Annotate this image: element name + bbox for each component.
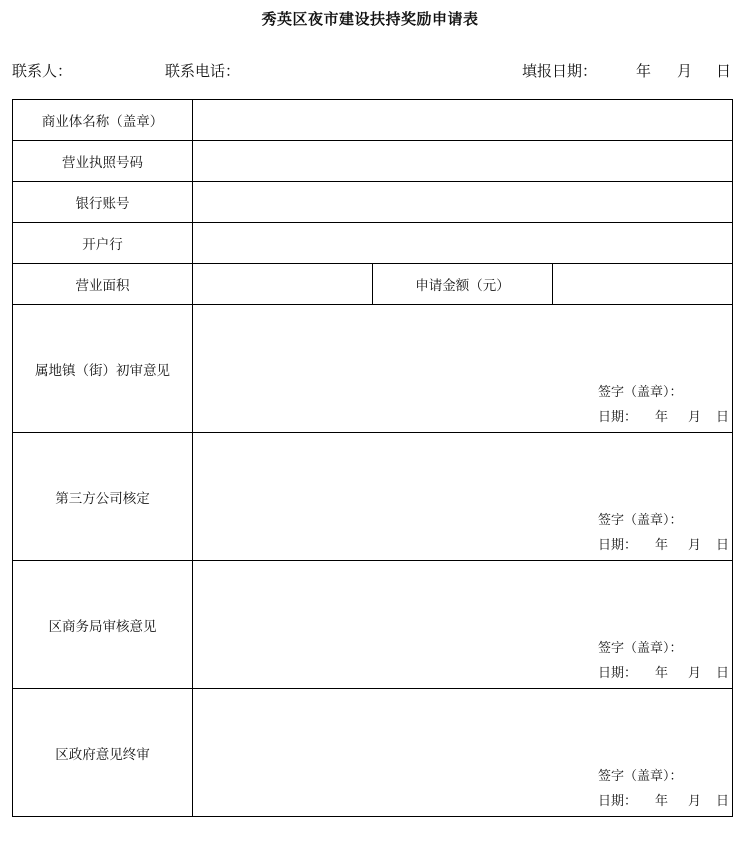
license-no-field[interactable] xyxy=(193,141,733,182)
sign-date-line xyxy=(598,406,728,424)
area-field[interactable] xyxy=(193,264,373,305)
government-final-review-label: 区政府意见终审 xyxy=(13,689,193,817)
sign-label: 签字（盖章）： xyxy=(598,513,683,528)
bank-account-field[interactable] xyxy=(193,182,733,223)
contact-label: 联系人： xyxy=(12,62,73,80)
row-area-amount xyxy=(13,264,733,305)
fill-date-label: 填报日期： xyxy=(522,62,598,80)
sign-date-year: 年 xyxy=(655,410,669,425)
fill-date-month: 月 xyxy=(677,62,693,80)
form-title: 秀英区夜市建设扶持奖励申请表 xyxy=(261,10,479,28)
row-business-name xyxy=(13,100,733,141)
sign-date-year: 年 xyxy=(655,794,669,809)
sign-date-line xyxy=(598,662,728,680)
sign-date-label: 日期： xyxy=(598,794,638,809)
row-government-final-review xyxy=(13,689,733,817)
sign-label: 签字（盖章）： xyxy=(598,769,683,784)
sign-date-day: 日 xyxy=(716,666,730,681)
sign-date-day: 日 xyxy=(716,794,730,809)
row-town-review xyxy=(13,305,733,433)
amount-field[interactable] xyxy=(553,264,733,305)
sign-date-label: 日期： xyxy=(598,666,638,681)
town-review-field[interactable] xyxy=(193,305,733,433)
third-party-check-label: 第三方公司核定 xyxy=(13,433,193,561)
commerce-bureau-review-field[interactable] xyxy=(193,561,733,689)
license-no-label: 营业执照号码 xyxy=(13,141,193,182)
sign-date-line xyxy=(598,534,728,552)
government-final-review-field[interactable] xyxy=(193,689,733,817)
sign-date-month: 月 xyxy=(688,794,702,809)
sign-date-day: 日 xyxy=(716,538,730,553)
row-bank xyxy=(13,223,733,264)
fill-date-day: 日 xyxy=(716,62,732,80)
commerce-bureau-review-label: 区商务局审核意见 xyxy=(13,561,193,689)
bank-label: 开户行 xyxy=(13,223,193,264)
row-bank-account xyxy=(13,182,733,223)
phone-label: 联系电话： xyxy=(165,62,241,80)
area-label: 营业面积 xyxy=(13,264,193,305)
row-third-party-check xyxy=(13,433,733,561)
business-name-label: 商业体名称（盖章） xyxy=(13,100,193,141)
fill-date-year: 年 xyxy=(636,62,652,80)
row-license-no xyxy=(13,141,733,182)
application-form-table xyxy=(12,99,733,817)
sign-date-year: 年 xyxy=(655,666,669,681)
row-commerce-bureau-review xyxy=(13,561,733,689)
sign-date-label: 日期： xyxy=(598,538,638,553)
sign-label: 签字（盖章）： xyxy=(598,385,683,400)
sign-date-month: 月 xyxy=(688,666,702,681)
sign-label: 签字（盖章）： xyxy=(598,641,683,656)
third-party-check-field[interactable] xyxy=(193,433,733,561)
sign-date-line xyxy=(598,790,728,808)
sign-date-day: 日 xyxy=(716,410,730,425)
sign-date-year: 年 xyxy=(655,538,669,553)
bank-account-label: 银行账号 xyxy=(13,182,193,223)
sign-date-month: 月 xyxy=(688,410,702,425)
bank-field[interactable] xyxy=(193,223,733,264)
sign-date-label: 日期： xyxy=(598,410,638,425)
town-review-label: 属地镇（街）初审意见 xyxy=(13,305,193,433)
sign-date-month: 月 xyxy=(688,538,702,553)
amount-label: 申请金额（元） xyxy=(373,264,553,305)
business-name-field[interactable] xyxy=(193,100,733,141)
